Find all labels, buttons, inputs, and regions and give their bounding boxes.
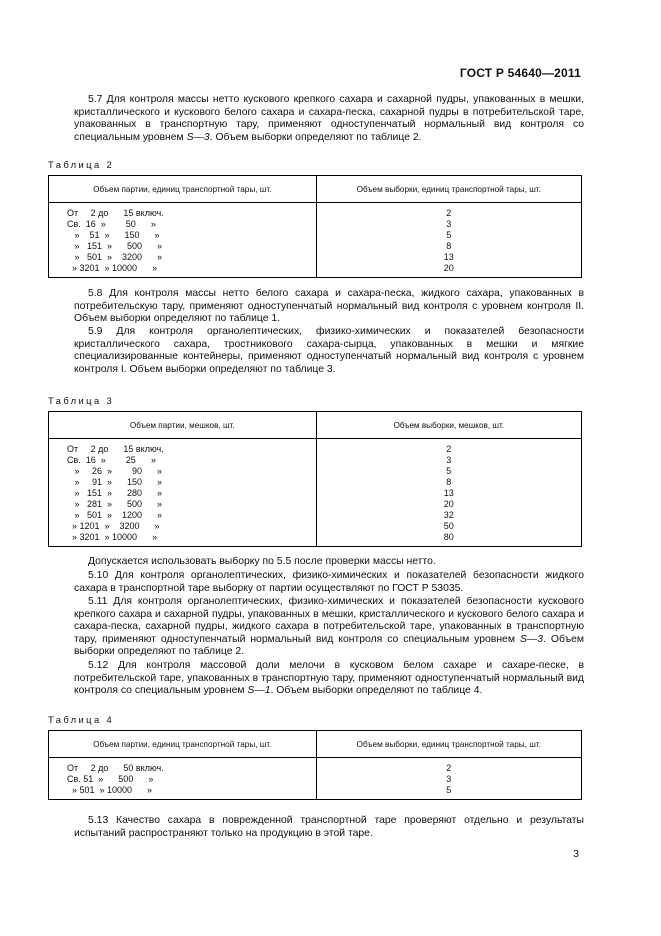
paragraph-5-13: 5.13 Качество сахара в поврежденной транспортной таре проверяют отдельно и результаты испытаний распространяют только на продукцию в этой таре. xyxy=(74,815,584,839)
table-row: » 501 » 10000 » 5 xyxy=(49,785,582,800)
paragraph-5-12: 5.12 Для контроля массовой доли мелочи в кусковом белом сахаре и сахаре-песке, в потребительской таре, упакованных в транспортную тару, применяют одноступенчатый нормальный вид контроля со специальным уровнем S—1. Объем выборки определяют по таблице 4. xyxy=(74,660,584,697)
paragraph-5-10: 5.10 Для контроля органолептических, физико-химических и показателей безопасности жидкого сахара в транспортной таре выборку от партии осуществляют по ГОСТ Р 53035. xyxy=(74,570,584,594)
table-4-caption: Таблица 4 xyxy=(48,714,115,725)
table-4-header-sample: Объем выборки, единиц транспортной тары, шт. xyxy=(316,731,581,758)
table-3-header-lot: Объем партии, мешков, шт. xyxy=(49,412,317,439)
table-row: » 3201 » 10000 » 80 xyxy=(49,532,582,547)
table-row: Св. 16 » 25 » 3 xyxy=(49,455,582,466)
table-row: » 501 » 3200 » 13 xyxy=(49,252,582,263)
table-3-caption: Таблица 3 xyxy=(48,395,115,406)
table-row: » 3201 » 10000 » 20 xyxy=(49,263,582,278)
table-row: » 281 » 500 » 20 xyxy=(49,499,582,510)
table-4-header-lot: Объем партии, единиц транспортной тары, шт. xyxy=(49,731,317,758)
paragraph-allow: Допускается использовать выборку по 5.5 после проверки массы нетто. xyxy=(88,556,436,567)
table-row: От 2 до 15 включ. 2 xyxy=(49,439,582,456)
table-row: » 51 » 150 » 5 xyxy=(49,230,582,241)
table-3-header-sample: Объем выборки, мешков, шт. xyxy=(316,412,581,439)
paragraph-5-8: 5.8 Для контроля массы нетто белого сахара и сахара-песка, жидкого сахара, упакованных в потребительскую тару, применяют одноступенчатый нормальный вид контроля с уровнем контроля II. Объем выборки определяют по таблице 1. xyxy=(74,288,584,325)
table-row: От 2 до 15 включ. 2 xyxy=(49,203,582,220)
table-row: Св. 16 » 50 » 3 xyxy=(49,219,582,230)
table-row: » 91 » 150 » 8 xyxy=(49,477,582,488)
table-row: » 1201 » 3200 » 50 xyxy=(49,521,582,532)
table-row: Св. 51 » 500 » 3 xyxy=(49,774,582,785)
table-2 xyxy=(48,175,582,278)
table-row: От 2 до 50 включ. 2 xyxy=(49,758,582,775)
table-2-caption: Таблица 2 xyxy=(48,159,115,170)
table-4 xyxy=(48,730,582,800)
table-2-header-lot: Объем партии, единиц транспортной тары, шт. xyxy=(49,176,317,203)
page-number: 3 xyxy=(573,848,579,860)
paragraph-5-9: 5.9 Для контроля органолептических, физико-химических и показателей безопасности кристаллического сахара, тростникового сахара-сырца, упакованных в мешки и мягкие специализированные контейнеры, применяют одноступенчатый нормальный вид контроля с уровнем контроля I. Объем выборки определяют по таблице 3. xyxy=(74,326,584,375)
table-row: » 151 » 500 » 8 xyxy=(49,241,582,252)
table-2-header-sample: Объем выборки, единиц транспортной тары, шт. xyxy=(316,176,581,203)
paragraph-5-7: 5.7 Для контроля массы нетто кускового крепкого сахара и сахарной пудры, упакованных в мешки, кристаллического и кускового белого сахара и сахара-песка, сахарной пудры в потребительской таре, упакованных в транспортную тару, применяют одноступенчатый нормальный вид контроля со специальным уровнем S—3. Объем выборки определяют по таблице 2. xyxy=(74,94,584,143)
paragraph-5-11: 5.11 Для контроля органолептических, физико-химических и показателей безопасности кускового крепкого сахара и сахарной пудры, упакованных в мешки, кристаллического и кускового белого сахара и сахара-песка, сахарной пудры, жидкого сахара в потребительской таре, упакованных в транспортную тару, применяют одноступенчатый нормальный вид контроля со специальным уровнем S—3. Объем выборки определяют по таблице 2. xyxy=(74,596,584,658)
table-row: » 26 » 90 » 5 xyxy=(49,466,582,477)
table-row: » 501 » 1200 » 32 xyxy=(49,510,582,521)
table-row: » 151 » 280 » 13 xyxy=(49,488,582,499)
table-3 xyxy=(48,411,582,547)
standard-number: ГОСТ Р 54640—2011 xyxy=(459,66,581,80)
